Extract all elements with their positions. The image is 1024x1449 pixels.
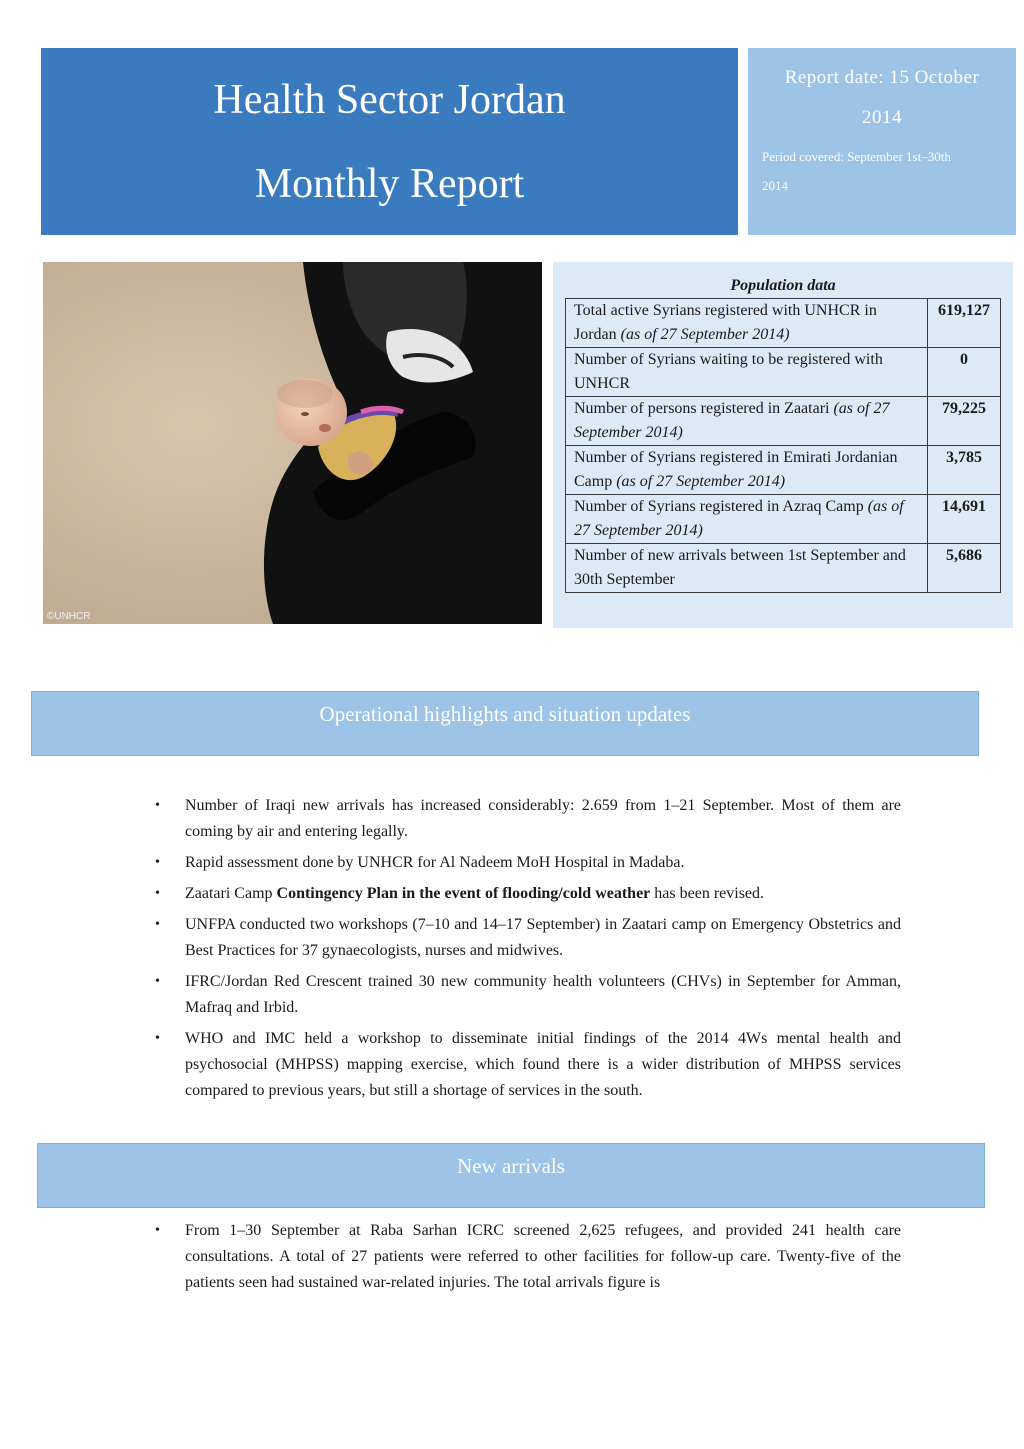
list-item-text: Zaatari Camp: [185, 885, 277, 902]
population-note: (as of 27 September 2014): [574, 498, 904, 539]
period-covered-line2: 2014: [762, 178, 788, 193]
population-data-panel: [553, 262, 1013, 628]
list-item-text: From 1–30 September at Raba Sarhan ICRC screened 2,625 refugees, and provided 241 health care consultations. A total of 27 patients were referred to other facilities for follow-up care. Twenty-five of the patients seen had sustained war-related injuries. The total arrivals figure is: [185, 1222, 901, 1291]
population-data-caption: Population data: [730, 277, 836, 294]
report-date-line2: 2014: [862, 107, 902, 128]
population-row: [566, 446, 1001, 495]
population-row: [566, 348, 1001, 397]
list-item: [155, 912, 901, 964]
population-value: 14,691: [928, 495, 1001, 544]
report-title-line2: Monthly Report: [254, 160, 525, 207]
list-item-text-end: has been revised.: [650, 885, 765, 902]
section-header-new-arrivals: New arrivals: [37, 1143, 985, 1208]
population-row: [566, 299, 1001, 348]
population-label-cell: [566, 348, 928, 397]
population-value: 3,785: [928, 446, 1001, 495]
list-item-text: WHO and IMC held a workshop to disseminate initial findings of the 2014 4Ws mental health and psychosocial (MHPSS) mapping exercise, which found there is a wider distribution of MHPSS services compared to previous years, but still a shortage of services in the south.: [185, 1030, 901, 1099]
report-title-banner: [41, 48, 738, 235]
population-value: 5,686: [928, 544, 1001, 593]
population-note: (as of 27 September 2014): [616, 473, 786, 490]
list-item: [155, 969, 901, 1021]
cover-photo: [43, 262, 542, 624]
list-item-text: UNFPA conducted two workshops (7–10 and 14–17 September) in Zaatari camp on Emergency Obstetrics and Best Practices for 37 gynaecologists, nurses and midwives.: [185, 916, 901, 959]
population-value: 79,225: [928, 397, 1001, 446]
population-label-cell: [566, 446, 928, 495]
list-item-bold-text: Contingency Plan in the event of flooding/cold weather: [276, 885, 651, 902]
operational-highlights-list: [155, 793, 901, 1109]
report-date-box: [748, 48, 1016, 235]
bullet-icon: •: [155, 917, 160, 932]
list-item: [155, 1218, 901, 1296]
population-note: (as of 27 September 2014): [574, 400, 890, 441]
population-note: (as of 27 September 2014): [620, 326, 790, 343]
population-label-cell: [566, 299, 928, 348]
bullet-icon: •: [155, 798, 160, 813]
population-label-cell: [566, 397, 928, 446]
list-item-text: Number of Iraqi new arrivals has increased considerably: 2.659 from 1–21 September. Most of them are coming by air and entering legally.: [185, 797, 901, 840]
bullet-icon: •: [155, 974, 160, 989]
period-covered-line1: Period covered: September 1st–30th: [762, 149, 951, 164]
bullet-icon: •: [155, 886, 160, 901]
bullet-icon: •: [155, 1223, 160, 1238]
population-label-cell: [566, 495, 928, 544]
population-table: [565, 298, 1001, 593]
list-item: [155, 793, 901, 845]
population-label: Total active Syrians registered with UNHCR in Jordan: [574, 302, 877, 343]
population-label-cell: [566, 544, 928, 593]
population-row: [566, 397, 1001, 446]
population-label: Number of new arrivals between 1st September and 30th September: [574, 547, 906, 588]
population-label: Number of Syrians waiting to be registered with UNHCR: [574, 351, 883, 392]
population-value: 619,127: [928, 299, 1001, 348]
bullet-icon: •: [155, 855, 160, 870]
new-arrivals-list: [155, 1218, 901, 1301]
mother-and-baby-photo: [43, 262, 542, 624]
report-date-line1: Report date: 15 October: [784, 67, 980, 88]
population-label: Number of Syrians registered in Azraq Camp: [574, 498, 864, 515]
population-row: [566, 495, 1001, 544]
population-label: Number of persons registered in Zaatari: [574, 400, 830, 417]
list-item: [155, 1026, 901, 1104]
list-item: [155, 850, 901, 876]
population-label: Number of Syrians registered in Emirati Jordanian Camp: [574, 449, 898, 490]
section-header-operational: Operational highlights and situation updates: [31, 691, 979, 756]
list-item: [155, 881, 901, 907]
list-item-text: Rapid assessment done by UNHCR for Al Nadeem MoH Hospital in Madaba.: [185, 854, 685, 871]
bullet-icon: •: [155, 1031, 160, 1046]
population-row: [566, 544, 1001, 593]
photo-credit: ©UNHCR: [47, 611, 91, 622]
list-item-text: IFRC/Jordan Red Crescent trained 30 new community health volunteers (CHVs) in September for Amman, Mafraq and Irbid.: [185, 973, 901, 1016]
report-title-line1: Health Sector Jordan: [213, 76, 566, 123]
population-value: 0: [928, 348, 1001, 397]
